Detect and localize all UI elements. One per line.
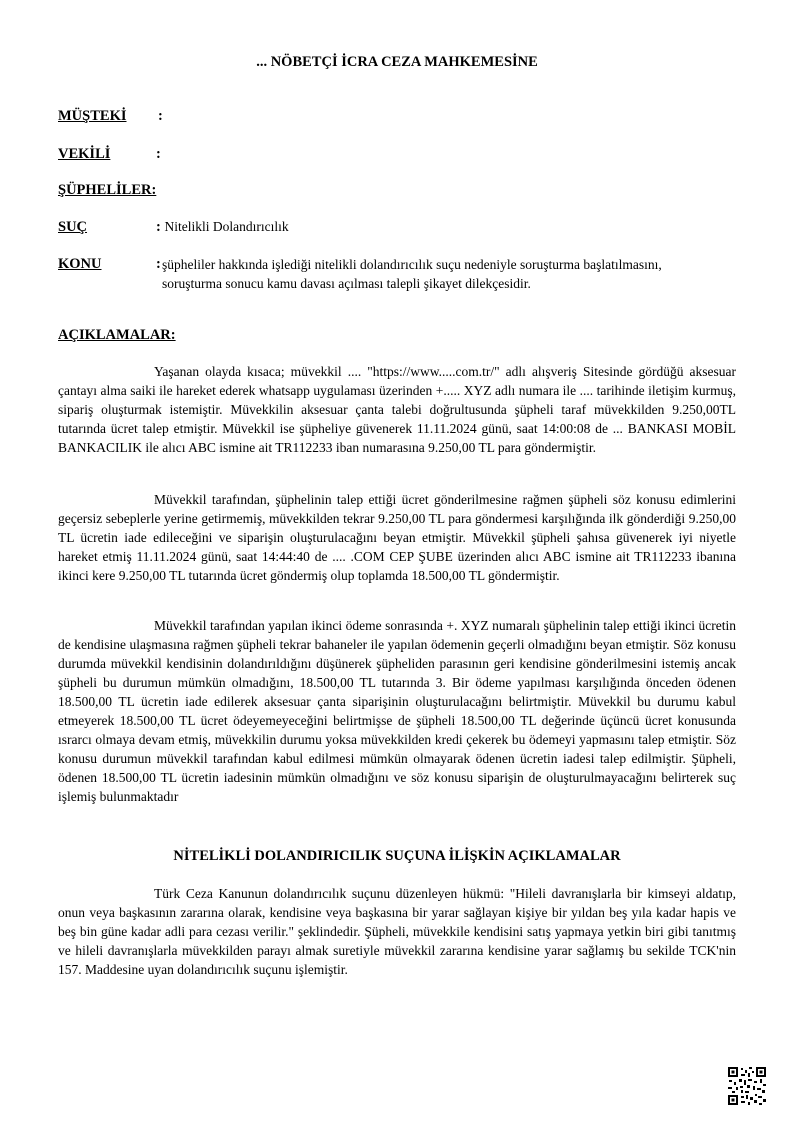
field-label-konu: KONU — [58, 256, 102, 272]
paragraph-2: Müvekkil tarafından, şüphelinin talep ettiği ücret gönderilmesine rağmen şüpheli söz konusu edimlerini geçersiz sebeplerle yerine getirmemiş, müvekkilden tekrar 9.250,00 TL para göndermesi karşılığında ilk gönderdiği 9.250,00 TL ücretin iade edileceğini ve siparişin oluşturulacağını beyan etmiştir. Müvekkil şüpheli şahısa güvenerek iyi niyetle hareket etmiş 11.11.2024 günü, saat 14:44:40 de .... .COM CEP ŞUBE üzerinden alıcı ABC ismine ait TR112233 ibanına ikinci kere 9.250,00 TL tutarında ücret göndermiş olup toplamda 18.500,00 TL göndermiştir. — [58, 492, 736, 583]
paragraph-1: Yaşanan olayda kısaca; müvekkil .... "https://www.....com.tr/" adlı alışveriş Sitesinde gördüğü aksesuar çantayı alma saiki ile hareket ederek whatsapp uygulaması üzerinden +..... XYZ adlı numara ile .... tarihinde iletişim kurmuş, sipariş oluşturmak istemiştir. Müvekkilin aksesuar çanta talebi doğrultusunda şüpheli taraf müvekkilden 9.250,00TL tutarında ücret talep etmiştir. Müvekkil ise şüpheliye güvenerek 11.11.2024 günü, saat 14:00:08 de ... BANKASI MOBİL BANKACILIK ile alıcı ABC ismine ait TR112233 iban numarasına 9.250,00 TL para göndermiştir. — [58, 364, 736, 455]
field-label-vekili: VEKİLİ — [58, 146, 111, 162]
field-value-suc: Nitelikli Dolandırıcılık — [164, 219, 289, 234]
field-label-suc: SUÇ — [58, 219, 88, 235]
nitelikli-heading: NİTELİKLİ DOLANDIRICILIK SUÇUNA İLİŞKİN AÇIKLAMALAR — [173, 848, 621, 864]
field-colon: : — [156, 256, 161, 272]
qr-code-icon — [727, 1066, 767, 1106]
field-label-musteki: MÜŞTEKİ — [58, 108, 127, 124]
nitelikli-paragraph: Türk Ceza Kanunun dolandırıcılık suçunu düzenleyen hükmü: "Hileli davranışlarla bir kimseyi aldatıp, onun veya başkasının zararına olarak, kendisine veya başkasına bir yarar sağlayan kişiye bir yıldan beş yıla kadar hapis ve beş bin güne kadar adli para cezası verilir." şeklindedir. Şüpheli, müvekkile kendisini satış yapmaya yetkin biri gibi tanıtmış ve hileli davranışlarla müvekkilden parayı almak suretiyle müvekkil zararına kendisine yarar sağlamış bu sekilde TCK'nin 157. Maddesine uyan dolandırıcılık suçunu işlemiştir. — [58, 886, 736, 977]
field-colon: : — [156, 219, 161, 235]
field-label-supheliler: ŞÜPHELİLER: — [58, 182, 157, 198]
paragraph-3: Müvekkil tarafından yapılan ikinci ödeme sonrasında +. XYZ numaralı şüphelinin talep ettiği ikinci ücretin de kendisine ulaşmasına rağmen şüpheli tekrar bahaneler ile yapılan ödemenin geçerli olmadığını beyan etmiştir. Söz konusu durumda müvekkil kendisinin dolandırıldığını düşünerek şüpheliden parasının geri kendisine gönderilmesini istemiş ancak şüpheli bu durumun mümkün olmadığını, 18.500,00 TL tutarında 3. Bir ödeme yapılması karşılığında önceden ödenen 18.500,00 TL ücretin iade edilerek aksesuar çanta siparişinin oluşturulacağını belirtmiştir. Müvekkil bu durumu kabul etmeyerek 18.500,00 TL ücret ödeyemeyeceğini belirtmişse de şüpheli 18.500,00 TL değerinde üçüncü ücret konusunda ısrarcı olmaya devam etmiş, müvekkilin durumu yoksa müvekkilden kredi çekerek bu ödemeyi yapmasını talep etmiştir. Söz konusu durumun müvekkil tarafından kabul edilmesi mümkün olmayarak ödenen ücretin iadesi talep edilmiştir. Şüpheli, ödenen 18.500,00 TL ücretin iadesinin mümkün olmadığını ve söz konusu siparişin de oluşturulmayacağını belirterek suç işlemiş bulunmaktadır — [58, 618, 736, 804]
field-vekili — [58, 146, 161, 163]
page-title: ... NÖBETÇİ İCRA CEZA MAHKEMESİNE — [256, 54, 538, 70]
field-musteki — [58, 108, 163, 125]
aciklamalar-heading: AÇIKLAMALAR: — [58, 327, 176, 343]
field-colon: : — [156, 146, 161, 162]
field-suc — [58, 219, 289, 236]
field-value-konu: şüpheliler hakkında işlediği nitelikli dolandırıcılık suçu nedeniyle soruşturma başlatılmasını, soruşturma sonucu kamu davası açılması talepli şikayet dilekçesidir. — [162, 257, 662, 291]
field-konu — [58, 256, 161, 273]
field-colon: : — [158, 108, 163, 124]
field-supheliler — [58, 182, 156, 199]
